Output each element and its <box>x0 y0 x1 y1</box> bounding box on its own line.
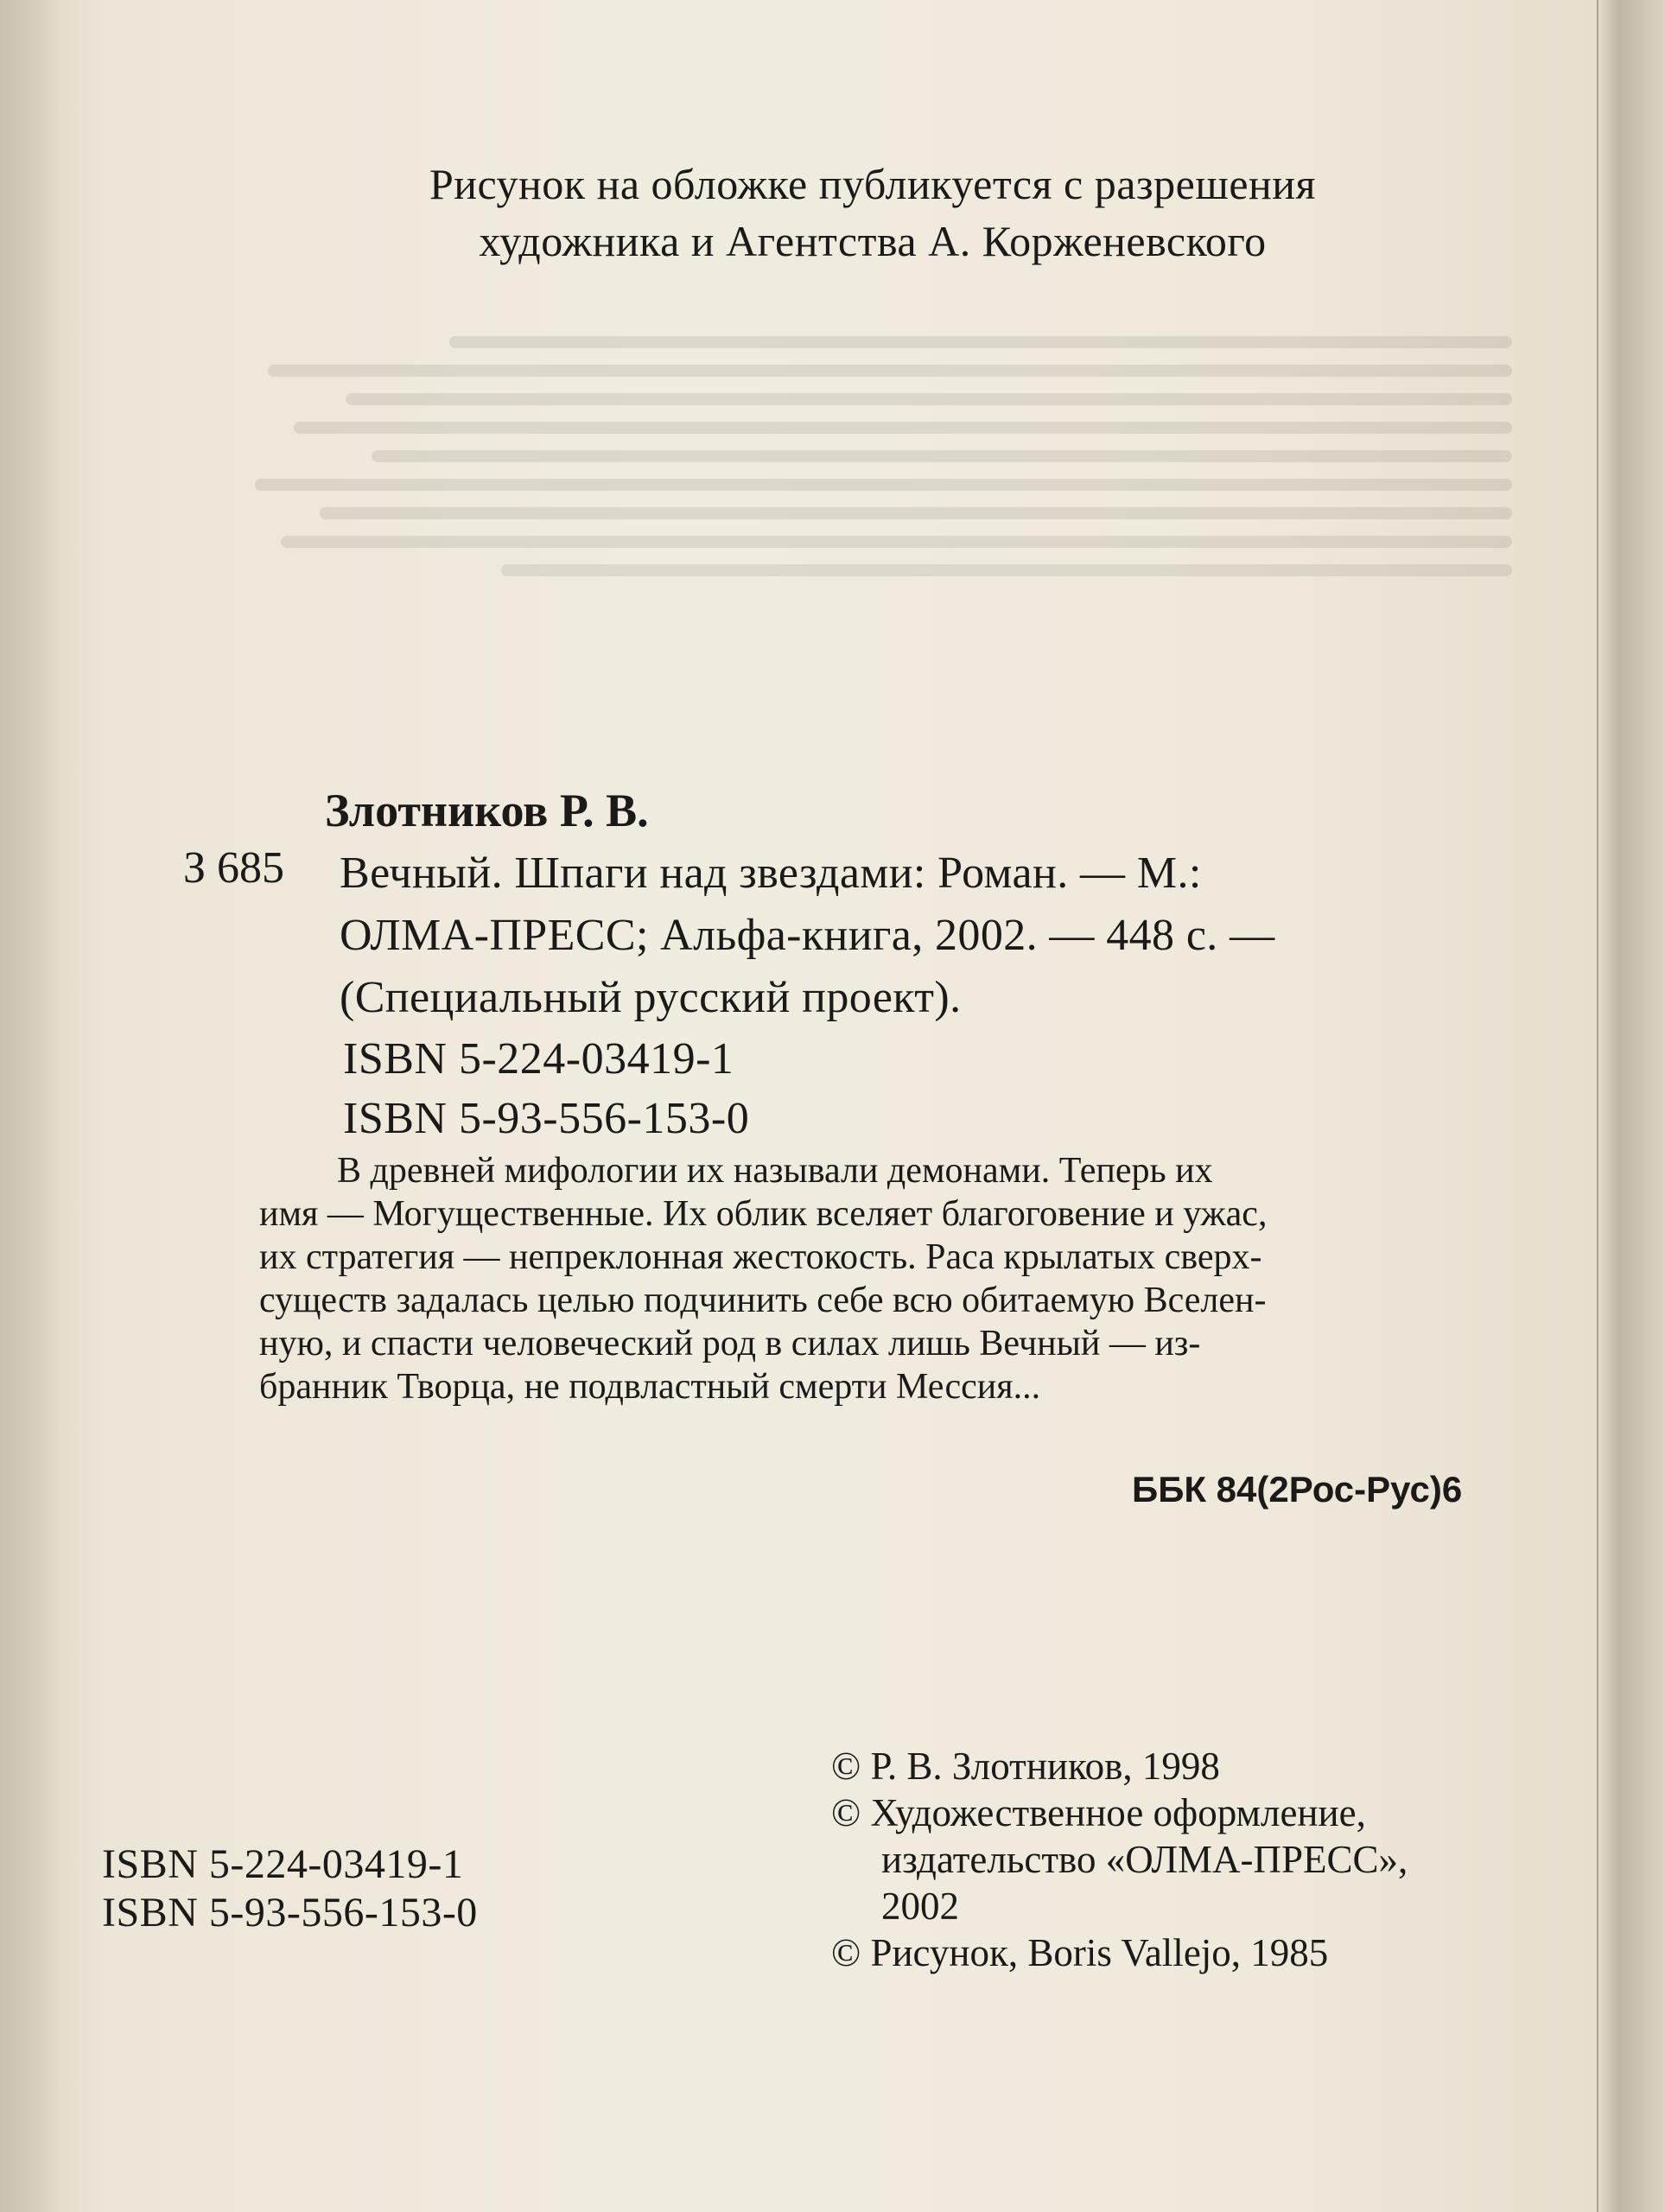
copyright-line-2: © Художественное оформление, <box>831 1791 1366 1834</box>
bottom-isbn-1: ISBN 5-224-03419-1 <box>102 1841 464 1887</box>
copyright-block <box>831 1743 1408 1976</box>
annotation-line-2: имя — Могущественные. Их облик вселяет благоговение и ужас, <box>259 1194 1268 1234</box>
page-spine-shadow <box>0 0 60 2212</box>
annotation-line-1: В древней мифологии их называли демонами. Теперь их <box>337 1151 1213 1191</box>
catalog-author: Злотников Р. В. <box>325 785 649 836</box>
catalog-isbn-1: ISBN 5-224-03419-1 <box>343 1034 734 1084</box>
annotation-line-5: ную, и спасти человеческий род в силах лишь Вечный — из- <box>259 1324 1201 1363</box>
annotation-line-3: их стратегия — непреклонная жестокость. Раса крылатых сверх- <box>259 1237 1262 1277</box>
catalog-isbn-2: ISBN 5-93-556-153-0 <box>343 1094 750 1143</box>
book-annotation <box>259 1149 1486 1408</box>
bbk-classification: ББК 84(2Рос-Рус)6 <box>1132 1469 1463 1510</box>
catalog-code: З 685 <box>183 843 285 893</box>
bibliographic-description <box>340 842 1275 1029</box>
cover-credit-line-2: художника и Агентства А. Корженевского <box>479 217 1267 265</box>
cover-credit-line-1: Рисунок на обложке публикуется с разрешения <box>429 160 1317 208</box>
copyright-line-5: © Рисунок, Boris Vallejo, 1985 <box>831 1931 1329 1974</box>
annotation-line-6: бранник Творца, не подвластный смерти Мессия... <box>259 1367 1041 1407</box>
bottom-isbn-2: ISBN 5-93-556-153-0 <box>102 1890 478 1936</box>
copyright-line-3: издательство «ОЛМА-ПРЕСС», <box>881 1838 1408 1881</box>
copyright-line-1: © Р. В. Злотников, 1998 <box>831 1745 1220 1788</box>
show-through-text <box>216 320 1512 593</box>
copyright-line-4: 2002 <box>881 1885 959 1928</box>
cover-credit-note <box>328 156 1417 270</box>
bib-line-2: ОЛМА-ПРЕСС; Альфа-книга, 2002. — 448 с. — <box>340 911 1275 960</box>
annotation-line-4: существ задалась целью подчинить себе всю обитаемую Вселен- <box>259 1281 1267 1320</box>
bottom-isbn-list <box>102 1840 478 1937</box>
bib-line-1: Вечный. Шпаги над звездами: Роман. — М.: <box>340 849 1202 898</box>
page-fold-edge <box>1597 0 1665 2212</box>
catalog-isbn-list <box>343 1029 749 1148</box>
bib-line-3: (Специальный русский проект). <box>340 973 962 1022</box>
